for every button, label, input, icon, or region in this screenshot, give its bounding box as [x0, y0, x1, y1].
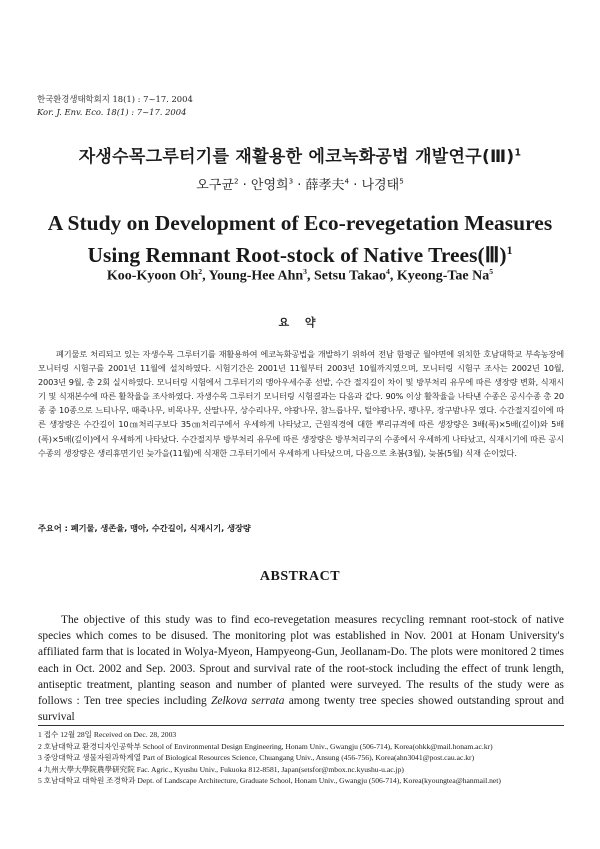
- footnote-2: 2 호남대학교 환경디자인공학부 School of Environmental Design Engineering, Honam Univ., Gwangju (506-714), Korea(ohkk@mail.honam.ac.kr): [38, 741, 493, 751]
- author-ko-3: 薛孝夫: [305, 178, 345, 193]
- author-en-2-mark: 3: [303, 267, 307, 276]
- author-en-3-mark: 4: [385, 267, 390, 276]
- abstract-english-species: Zelkova serrata: [211, 695, 285, 708]
- footnote-4: 4 九州大學大學院農學研究院 Fac. Agric., Kyushu Univ., Fukuoka 812-8581, Japan(setsfor@mbox.nc.kyushu-u.ac.jp): [38, 764, 404, 774]
- author-ko-4: 나경태: [361, 178, 400, 193]
- author-ko-1-mark: 2: [233, 176, 239, 186]
- abstract-english-heading: ABSTRACT: [259, 569, 341, 584]
- title-english-line-2-wrap: [0, 237, 600, 269]
- title-korean-text: 자생수목그루터기를 재활용한 에코녹화공법 개발연구(Ⅲ): [78, 147, 515, 167]
- abstract-english-part-2: among twenty tree species showed outstanding sprout and survival: [38, 695, 564, 724]
- author-en-1-mark: 2: [198, 267, 203, 276]
- author-ko-3-mark: 4: [344, 176, 350, 186]
- journal-citation: [37, 93, 193, 119]
- keywords-list: 폐기물, 생존율, 맹아, 수간길이, 식재시기, 생장량: [70, 523, 251, 533]
- author-ko-1: 오구균: [196, 178, 234, 193]
- author-separator-en: ,: [307, 268, 314, 284]
- journal-citation-en: Kor. J. Env. Eco. 18(1) : 7~17. 2004: [37, 107, 187, 117]
- author-separator: ·: [238, 178, 251, 193]
- journal-citation-ko: 한국환경생태학회지 18(1) : 7~17. 2004: [37, 94, 193, 104]
- footnotes: [38, 729, 564, 787]
- footnote-1: 1 접수 12월 28일 Received on Dec. 28, 2003: [38, 730, 177, 739]
- author-ko-2-mark: 3: [288, 176, 294, 186]
- footnote-3: 3 중앙대학교 생물자원과학계열 Part of Biological Resources Science, Chuangang Univ., Ansung (456-756), Korea(ahn3041@post.cau.ac.kr): [38, 753, 475, 763]
- abstract-english-body: [38, 612, 564, 725]
- keywords: [38, 523, 564, 534]
- abstract-korean-heading: 요 약: [278, 316, 322, 329]
- title-english: [0, 210, 600, 269]
- title-english-line-1: A Study on Development of Eco-revegetation Measures: [47, 211, 553, 235]
- title-english-footnote-mark: 1: [506, 243, 513, 257]
- author-separator: ·: [349, 178, 362, 193]
- author-separator-en: ,: [389, 268, 397, 284]
- abstract-korean-body: 폐기물로 처리되고 있는 자생수목 그루터기를 재활용하여 에코녹화공법을 개발하기 위하여 전남 함평군 월야면에 위치한 호남대학교 부속농장에 모니터링 시험구를 2001년 11월에 설치하였다. 시험기간은 2001년 11월부터 2003년 10월까지였으며, 모니터링 시험구 조사는 2002년 10월, 2003년 9월, 총 2회 실시하였다. 모니터링 시험에서 그루터기의 맹아우세수종 선발, 수간 절지길이 차이 및 방부처리 유무에 따른 생장량 변화, 식재시기 및 식재본수에 따른 활착율을 조사하였다. 자생수목 그루터기 모니터링 시험결과는 다음과 같다. 90% 이상 활착율을 나타낸 수종은 공시수종 총 20종 중 10종으로 느티나무, 때죽나무, 비목나무, 산딸나무, 상수리나무, 야광나무, 참느릅나무, 털야광나무, 팽나무, 장구밤나무 였다. 수간절지길이에 따른 생장량은 수간길이 10㎝처리구보다 35㎝처리구에서 우세하게 나타났고, 근원직경에 대한 뿌리규격에 따른 생장량은 3배(폭)×5배(깊이)와 5배(폭)×5배(깊이)에서 우세하게 나타났다. 수간절지부 방부처리 유무에 따른 생장량은 방부처리구의 수종에서 우세하게 나타났고, 식재시기에 따른 공시수종의 생장량은 생리휴면기인 늦가을(11월)에 식재한 그루터기에서 우세하게 나타났으며, 다음으로 초봄(3월), 늦봄(5월) 식재 순이었다.: [38, 349, 564, 458]
- footnote-divider: [38, 725, 564, 726]
- author-en-1: Koo-Kyoon Oh: [106, 268, 199, 284]
- author-separator-en: ,: [202, 268, 209, 284]
- keywords-label: 주요어 :: [38, 523, 68, 533]
- abstract-english-part-1: The objective of this study was to find eco-revegetation measures recycling remnant root-stock of native species which comes to be disused. The monitoring plot was established in Nov. 2001 at Honam University's affiliated farm that is located in Wolya-Myeon, Hampyeong-Gun, Jeollanam-Do. The plots were monitored 2 times each in Oct. 2002 and Sep. 2003. Sprout and survival rate of the root-stock including the effect of trunk length, antiseptic treatment, planting season and number of planted were surveyed. The results of the study were as follows : Ten tree species including: [38, 614, 564, 708]
- author-ko-4-mark: 5: [399, 176, 404, 186]
- title-english-line-2: Using Remnant Root-stock of Native Trees(Ⅲ): [87, 243, 507, 268]
- title-korean: [0, 142, 600, 167]
- author-ko-2: 안영희: [250, 178, 289, 193]
- author-en-4-mark: 5: [489, 267, 494, 276]
- author-en-2: Young-Hee Ahn: [208, 268, 304, 284]
- authors-english: [0, 267, 600, 285]
- authors-korean: [0, 174, 600, 193]
- author-en-3: Setsu Takao: [314, 268, 386, 284]
- author-en-4: Kyeong-Tae Na: [396, 268, 490, 284]
- footnote-5: 5 호남대학교 대학원 조경학과 Dept. of Landscape Architecture, Graduate School, Honam Univ., Gwangju (506-714), Korea(kyoungtea@hanmail.net): [38, 776, 501, 786]
- title-korean-footnote-mark: 1: [514, 147, 522, 159]
- author-separator: ·: [293, 178, 306, 193]
